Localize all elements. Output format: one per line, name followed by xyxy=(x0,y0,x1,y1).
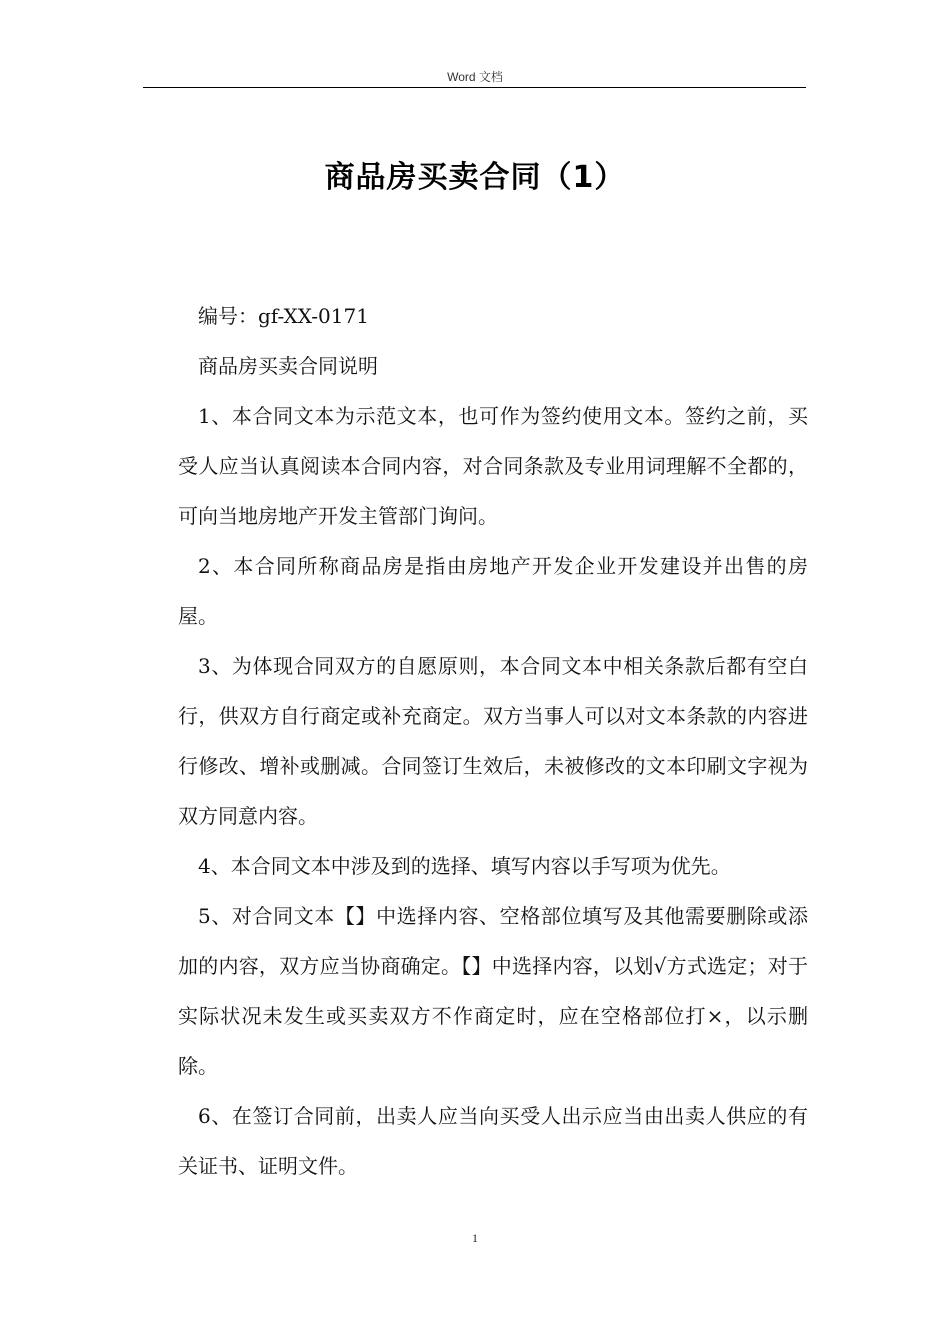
body-paragraph: 5、对合同文本【】中选择内容、空格部位填写及其他需要删除或添加的内容，双方应当协商确定。【】中选择内容，以划√方式选定；对于实际状况未发生或买卖双方不作商定时，应在空格部位打×，以示删除。 xyxy=(178,904,808,1078)
header-divider xyxy=(143,87,806,88)
contract-number: 编号：gf-XX-0171 xyxy=(198,304,369,328)
document-title: 商品房买卖合同（1） xyxy=(324,160,626,195)
document-body xyxy=(178,291,808,1191)
body-paragraph: 2、本合同所称商品房是指由房地产开发企业开发建设并出售的房屋。 xyxy=(178,554,808,628)
body-paragraph: 4、本合同文本中涉及到的选择、填写内容以手写项为优先。 xyxy=(198,854,731,878)
body-paragraph: 6、在签订合同前，出卖人应当向买受人出示应当由出卖人供应的有关证书、证明文件。 xyxy=(178,1104,808,1178)
body-paragraph: 1、本合同文本为示范文本，也可作为签约使用文本。签约之前，买受人应当认真阅读本合同内容，对合同条款及专业用词理解不全都的，可向当地房地产开发主管部门询问。 xyxy=(178,404,808,528)
page-header: Word 文档 xyxy=(447,70,503,84)
section-heading: 商品房买卖合同说明 xyxy=(198,354,378,378)
body-paragraph: 3、为体现合同双方的自愿原则，本合同文本中相关条款后都有空白行，供双方自行商定或补充商定。双方当事人可以对文本条款的内容进行修改、增补或删减。合同签订生效后，未被修改的文本印刷文字视为双方同意内容。 xyxy=(178,654,808,828)
page-number: 1 xyxy=(472,1231,478,1245)
